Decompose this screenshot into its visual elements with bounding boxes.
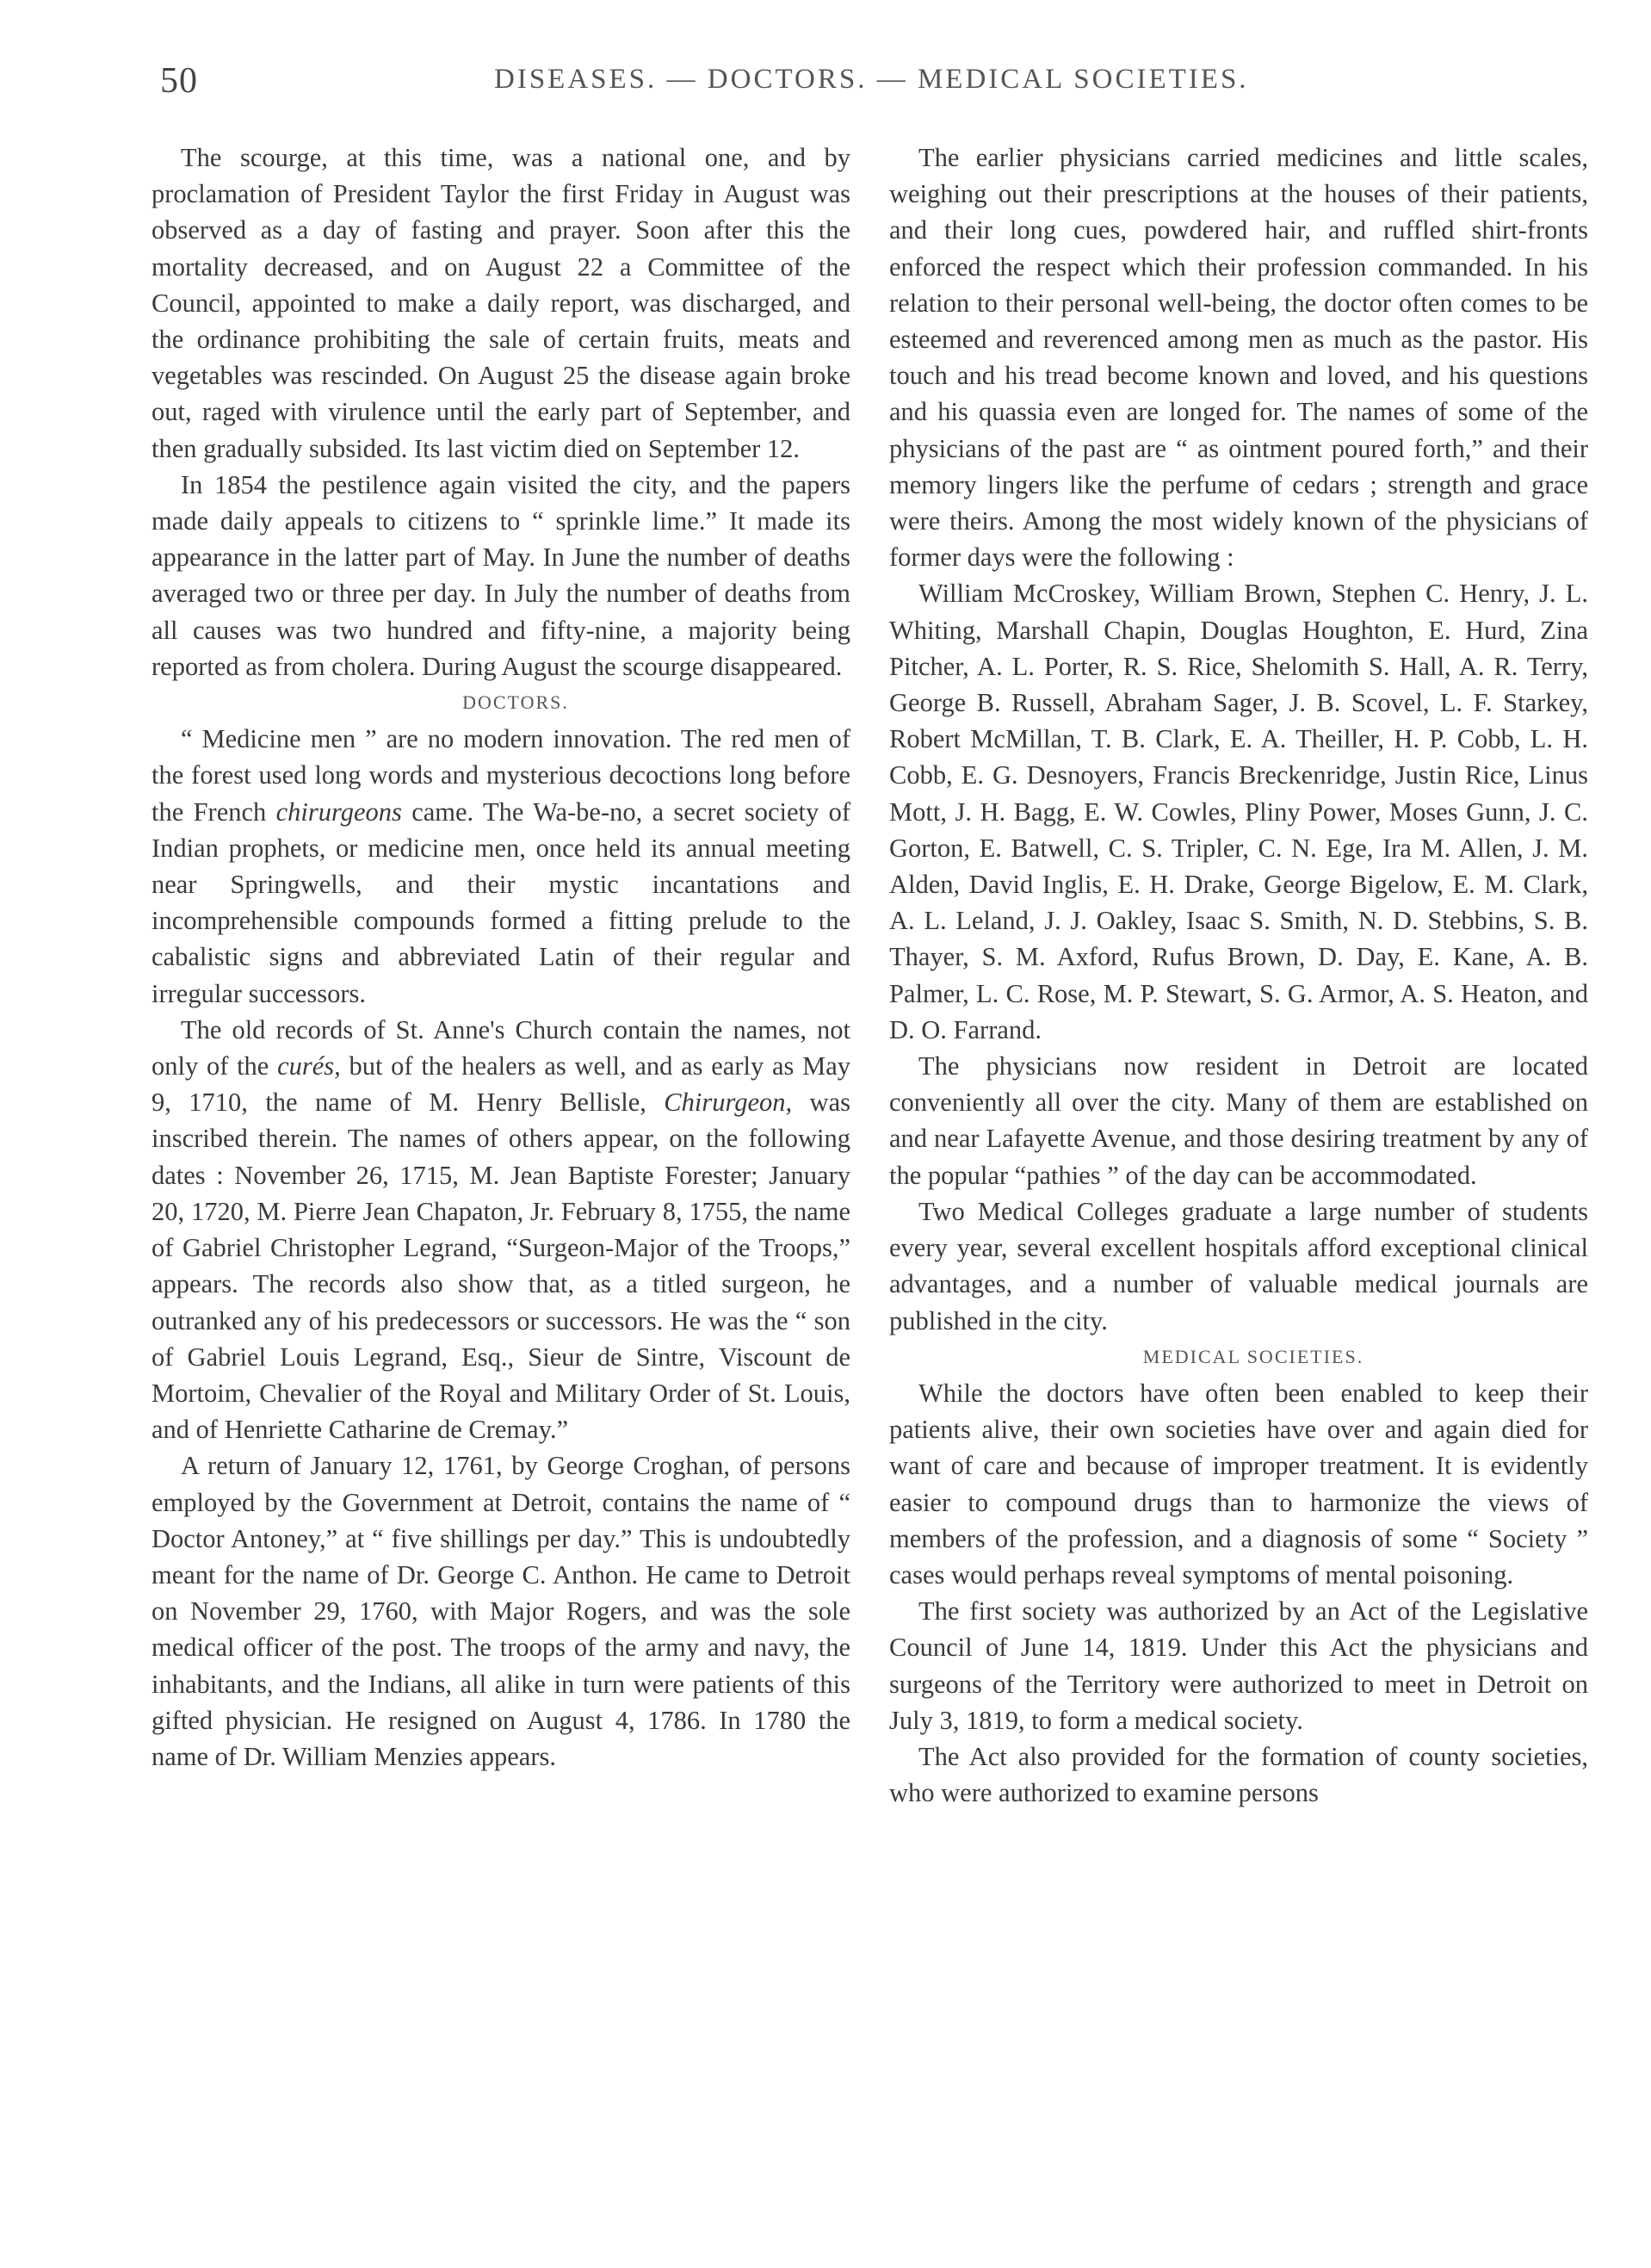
page-number: 50 bbox=[160, 61, 198, 101]
left-column bbox=[151, 139, 850, 1775]
paragraph-earlier-physicians: The earlier physicians carried medicines and little scales, weighing out their prescriptions at the houses of their patients, and their long cues, powdered hair, and ruffled shirt-fronts enforced the respect which their profession commanded. In his relation to their personal well-being, the doctor often comes to be esteemed and reverenced among men as much as the pastor. His touch and his tread become known and loved, and his questions and his quassia even are longed for. The names of some of the physicians of the past are “ as ointment poured forth,” and their memory lingers like the perfume of cedars ; strength and grace were theirs. Among the most widely known of the physicians of former days were the following : bbox=[889, 143, 1588, 573]
paragraph-medicine-men: “ Medicine men ” are no modern innovation. The red men of the forest used long words and mysterious decoctions long before the French chirurgeons came. The Wa-be-no, a secret society of Indian prophets, or medicine men, once held its annual meeting near Springwells, and their mystic incantations and incomprehensible compounds formed a fitting prelude to the cabalistic signs and abbreviated Latin of their regular and irregular successors. bbox=[151, 724, 850, 1008]
paragraph-first-society: The first society was authorized by an Act of the Legislative Council of June 14, 1819. Under this Act the physicians and surgeons of the Territory were authorized to meet in Detroit on July 3, 1819, to form a medical society. bbox=[889, 1596, 1588, 1735]
paragraph-county-societies: The Act also provided for the formation of county societies, who were authorized to examine persons bbox=[889, 1741, 1588, 1808]
right-column bbox=[889, 139, 1588, 1811]
paragraph-societies-intro: While the doctors have often been enabled to keep their patients alive, their own societies have over and again died for want of care and because of improper treatment. It is evidently easier to compound drugs than to harmonize the views of members of the profession, and a diagnosis of some “ Society ” cases would perhaps reveal symptoms of mental poisoning. bbox=[889, 1378, 1588, 1589]
paragraph-resident-physicians: The physicians now resident in Detroit are located conveniently all over the city. Many of them are established on and near Lafayette Avenue, and those desiring treatment by any of the popular “pathies ” of the day can be accommodated. bbox=[889, 1051, 1588, 1190]
section-heading-medical-societies: MEDICAL SOCIETIES. bbox=[1142, 1345, 1364, 1367]
section-heading-doctors: DOCTORS. bbox=[462, 691, 569, 714]
paragraph-croghan-return: A return of January 12, 1761, by George Croghan, of persons employed by the Government at Detroit, contains the name of “ Doctor Antoney,” at “ five shillings per day.” This is undoubtedly meant for the name of Dr. George C. Anthon. He came to Detroit on November 29, 1760, with Major Rogers, and was the sole medical officer of the post. The troops of the army and navy, the inhabitants, and the Indians, all alike in turn were patients of this gifted physician. He resigned on August 4, 1786. In 1780 the name of Dr. William Menzies appears. bbox=[151, 1451, 850, 1771]
running-head: DISEASES. — DOCTORS. — MEDICAL SOCIETIES. bbox=[494, 64, 1249, 95]
paragraph-st-annes-records: The old records of St. Anne's Church contain the names, not only of the curés, but of the healers as well, and as early as May 9, 1710, the name of M. Henry Bellisle, Chirurgeon, was inscribed therein. The names of others appear, on the following dates : November 26, 1715, M. Jean Baptiste Forester; January 20, 1720, M. Pierre Jean Chapaton, Jr. February 8, 1755, the name of Gabriel Christopher Legrand, “Surgeon-Major of the Troops,” appears. The records also show that, as a titled surgeon, he outranked any of his predecessors or successors. He was the “ son of Gabriel Louis Legrand, Esq., Sieur de Sintre, Viscount de Mortoim, Chevalier of the Royal and Military Order of St. Louis, and of Henriette Catharine de Cremay.” bbox=[151, 1014, 850, 1445]
paragraph-scourge: The scourge, at this time, was a national one, and by proclamation of President Taylor the first Friday in August was observed as a day of fasting and prayer. Soon after this the mortality decreased, and on August 22 a Committee of the Council, appointed to make a daily report, was discharged, and the ordinance prohibiting the sale of certain fruits, meats and vegetables was rescinded. On August 25 the disease again broke out, raged with virulence until the early part of September, and then gradually subsided. Its last victim died on September 12. bbox=[151, 143, 850, 463]
page-header bbox=[0, 60, 1651, 112]
paragraph-1854-pestilence: In 1854 the pestilence again visited the city, and the papers made daily appeals to citizens to “ sprinkle lime.” It made its appearance in the latter part of May. In June the number of deaths averaged two or three per day. In July the number of deaths from all causes was two hundred and fifty-nine, a majority being reported as from cholera. During August the scourge disappeared. bbox=[151, 469, 850, 681]
paragraph-physician-names: William McCroskey, William Brown, Stephen C. Henry, J. L. Whiting, Marshall Chapin, Douglas Houghton, E. Hurd, Zina Pitcher, A. L. Porter, R. S. Rice, Shelomith S. Hall, A. R. Terry, George B. Russell, Abraham Sager, J. B. Scovel, L. F. Starkey, Robert McMillan, T. B. Clark, E. A. Theiller, H. P. Cobb, L. H. Cobb, E. G. Desnoyers, Francis Breckenridge, Justin Rice, Linus Mott, J. H. Bagg, E. W. Cowles, Pliny Power, Moses Gunn, J. C. Gorton, E. Batwell, C. S. Tripler, C. N. Ege, Ira M. Allen, J. M. Alden, David Inglis, E. H. Drake, George Bigelow, E. M. Clark, A. L. Leland, J. J. Oakley, Isaac S. Smith, N. D. Stebbins, S. B. Thayer, S. M. Axford, Rufus Brown, D. Day, E. Kane, A. B. Palmer, L. C. Rose, M. P. Stewart, S. G. Armor, A. S. Heaton, and D. O. Farrand. bbox=[889, 579, 1588, 1044]
paragraph-medical-colleges: Two Medical Colleges graduate a large number of students every year, several excellent hospitals afford exceptional clinical advantages, and a number of valuable medical journals are published in the city. bbox=[889, 1196, 1588, 1335]
